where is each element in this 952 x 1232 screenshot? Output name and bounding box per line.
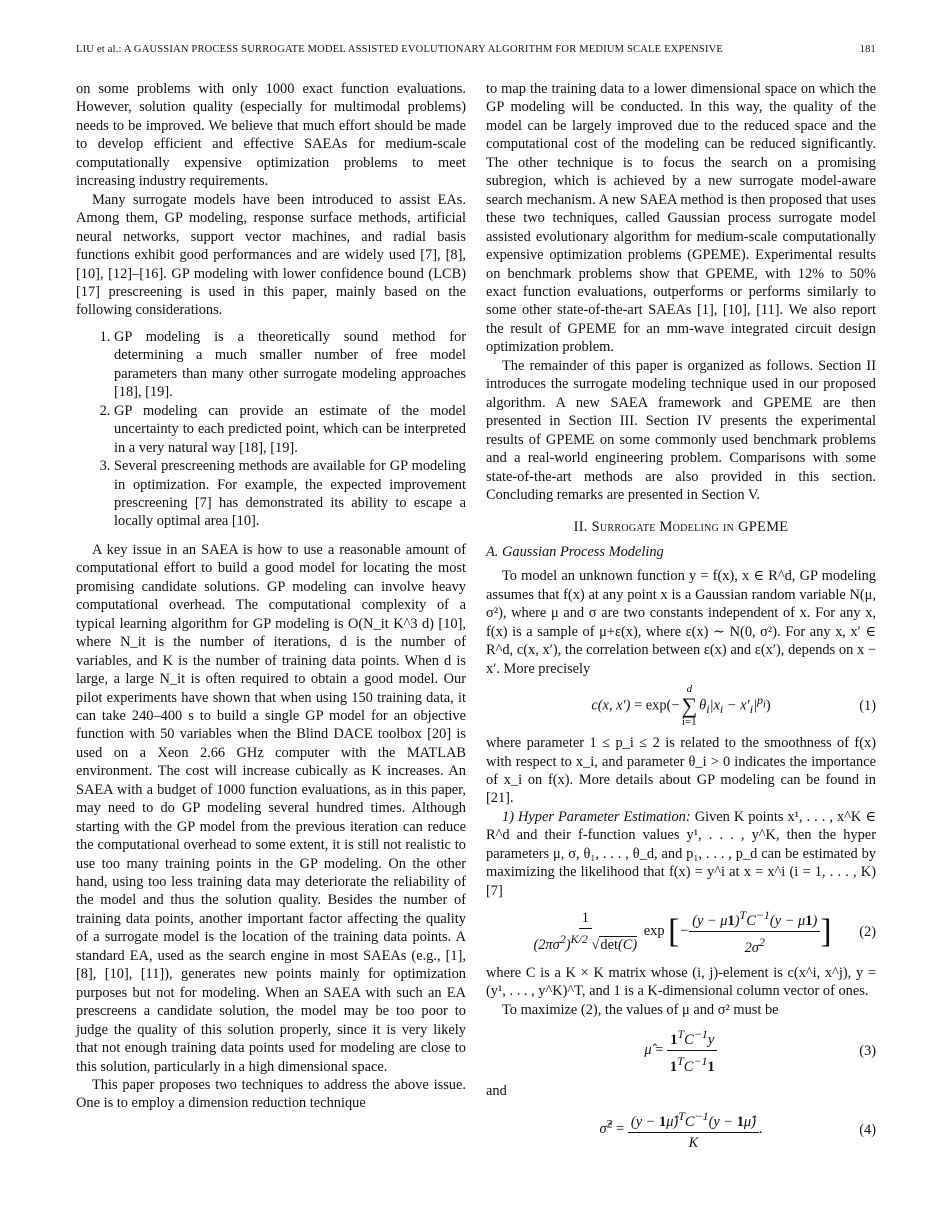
equation-body: μ̂ = $\frac{1^TC^{-1}y}{1^TC^{-1}1}$	[644, 1025, 717, 1077]
page-number: 181	[859, 44, 876, 55]
equation-4	[486, 1107, 876, 1153]
equation-2	[486, 906, 876, 958]
paragraph: To maximize (2), the values of μ and σ² must be	[502, 1001, 779, 1018]
equation-number: (1)	[859, 697, 876, 714]
paragraph: Many surrogate models have been introduced to assist EAs. Among them, GP modeling, response surface methods, artificial neural networks, support vector machines, and radial basis functions exhibit good performances and are widely used [7], [8], [10], [12]–[16]. GP modeling with lower confidence bound (LCB) [17] prescreening is used in this paper, mainly based on the following considerations.	[76, 191, 466, 319]
equation-number: (2)	[859, 923, 876, 940]
equation-3	[486, 1025, 876, 1077]
paragraph: and	[486, 1083, 507, 1100]
paragraph: to map the training data to a lower dimensional space on which the GP modeling will be conducted. In this way, the quality of the model can be largely improved due to the reduced space and the computational cost of the modeling can be reduced significantly. The other technique is to focus the search on a promising subregion, which is achieved by a new surrogate model-aware search mechanism. A new SAEA method is then proposed that uses these two techniques, called Gaussian process surrogate model assisted evolutionary algorithm for medium-scale computationally expensive optimization problems (GPEME). Experimental results on benchmark problems show that GPEME, with 12% to 50% exact function evaluations, outperforms or performs similarly to some other state-of-the-art SAEAs [1], [10], [11]. We also report the result of GPEME for an mm-wave integrated circuit design optimization problem.	[486, 81, 876, 356]
paragraph: This paper proposes two techniques to address the above issue. One is to employ a dimension reduction technique	[76, 1077, 466, 1112]
subsection-heading: A. Gaussian Process Modeling	[486, 543, 664, 560]
list-item: 1. GP modeling is a theoretically sound method for determining a much smaller number of free model parameters than many other surrogate modeling approaches [18], [19].	[114, 328, 466, 402]
equation-1	[486, 684, 876, 728]
paragraph	[486, 808, 876, 900]
equation-number: (3)	[859, 1042, 876, 1059]
section-number: II.	[573, 519, 592, 536]
paragraph: A key issue in an SAEA is how to use a reasonable amount of computational effort to build a good model for locating the most promising candidate solutions. GP modeling can involve heavy computational overhead. The computational complexity of a typical learning algorithm for GP modeling is O(N_it K^3 d) [10], where N_it is the number of iterations, d is the number of variables, and K is the number of training data points. When d is large, a large N_it is often required to obtain a good model. Our pilot experiments have shown that when using 150 training data, it can take 240–400 s to build a single GP model for an objective function with 50 variables when the Blind DACE toolbox [20] is used on a Xeon 2.66 GHz computer with the MATLAB environment. The cost will increase cubically as K increases. An SAEA with a budget of 1000 function evaluations, as in this paper, may need to do GP modeling several hundred times. Although starting with the GP model from the previous iteration can reduce the computational overhead to some extent, it is still not realistic to use too many training points in the GP modeling. On the other hand, using too less training data may deteriorate the reliability of the model and thus the solution quality. Besides the number of training data points, another important factor affecting the quality of a surrogate model is the location of the training data points. A standard EA, used as the search engine in most SAEAs (e.g., [1], [8], [10], [11]), generates new points mainly for optimization purposes but not for modeling. When an SAEA with such an EA prescreens a candidate solution, the model may be too poor to judge the quality of this solution properly, since it is very likely that not enough training data points used for modeling are close to this solution, particularly in a high dimensional space.	[76, 541, 466, 1075]
paragraph: on some problems with only 1000 exact function evaluations. However, solution quality (especially for multimodal problems) needs to be improved. We believe that much effort should be made to develop efficient and effective SAEAs for medium-scale computationally expensive optimization problems to meet increasing industry requirements.	[76, 81, 466, 190]
right-column	[486, 80, 876, 1159]
running-header	[76, 44, 876, 60]
left-column	[76, 80, 466, 1113]
considerations-list	[76, 328, 466, 531]
equation-number: (4)	[859, 1121, 876, 1138]
paragraph-label: 1) Hyper Parameter Estimation:	[502, 808, 691, 825]
equation-body: c(x, x′) = exp(− d ∑ i=1 $\theta_i|x_i - x'_i|^{p_i}$)	[591, 683, 771, 729]
equation-body: $\frac{1}{(2\pi\sigma^2)^{K/2} √\det(C)}$ exp [− $\frac{(y - \mu 1)^TC^{-1}(y - \mu 1)}{2\sigma^2}$ ]	[533, 908, 832, 957]
section-heading	[486, 518, 876, 536]
paragraph: To model an unknown function y = f(x), x ∈ R^d, GP modeling assumes that f(x) at any point x is a Gaussian random variable N(μ, σ²), where μ and σ are two constants independent of x. For any x, f(x) is a sample of μ+ε(x), where ε(x) ∼ N(0, σ²). For any x, x′ ∈ R^d, c(x, x′), the correlation between ε(x) and ε(x′), depends on x − x′. More precisely	[486, 568, 876, 677]
list-item: 3. Several prescreening methods are available for GP modeling in optimization. For example, the expected improvement prescreening [7] has demonstrated its ability to escape a locally optimal area [10].	[114, 457, 466, 531]
paragraph-text: Given K points x¹, . . . , x^K ∈ R^d and their f-function values y¹, . . . , y^K, then the hyper parameters μ, σ, θ₁, . . . , θ_d, and p₁, . . . , p_d can be estimated by maximizing the likelihood that f(x) = y^i at x = x^i (i = 1, . . . , K) [7]	[486, 808, 876, 899]
paragraph: The remainder of this paper is organized as follows. Section II introduces the surrogate modeling technique used in our proposed algorithm. A new SAEA framework and GPEME are then presented in Section III. Section IV presents the experimental results of GPEME on some commonly used benchmark problems and a real-world engineering problem. Comparisons with some state-of-the-art methods are also provided in this section. Concluding remarks are presented in Section V.	[486, 357, 876, 503]
section-title: Surrogate Modeling in GPEME	[591, 519, 789, 536]
paragraph: where parameter 1 ≤ p_i ≤ 2 is related to the smoothness of f(x) with respect to x_i, and parameter θ_i > 0 indicates the importance of x_i on f(x). More details about GP modeling can be found in [21].	[486, 735, 876, 807]
paragraph: where C is a K × K matrix whose (i, j)-element is c(x^i, x^j), y = (y¹, . . . , y^K)^T, and 1 is a K-dimensional column vector of ones.	[486, 964, 876, 1000]
running-title: LIU et al.: A GAUSSIAN PROCESS SURROGATE MODEL ASSISTED EVOLUTIONARY ALGORITHM FOR MEDIUM SCALE EXPENSIVE	[76, 44, 724, 55]
list-item: 2. GP modeling can provide an estimate of the model uncertainty to each predicted point, which can be interpreted in a very natural way [18], [19].	[114, 402, 466, 457]
equation-body: σ̂$^2$ = $\frac{(y - 1\mû)^TC^{-1}(y - 1\mû)}{K}$ .	[599, 1108, 763, 1152]
